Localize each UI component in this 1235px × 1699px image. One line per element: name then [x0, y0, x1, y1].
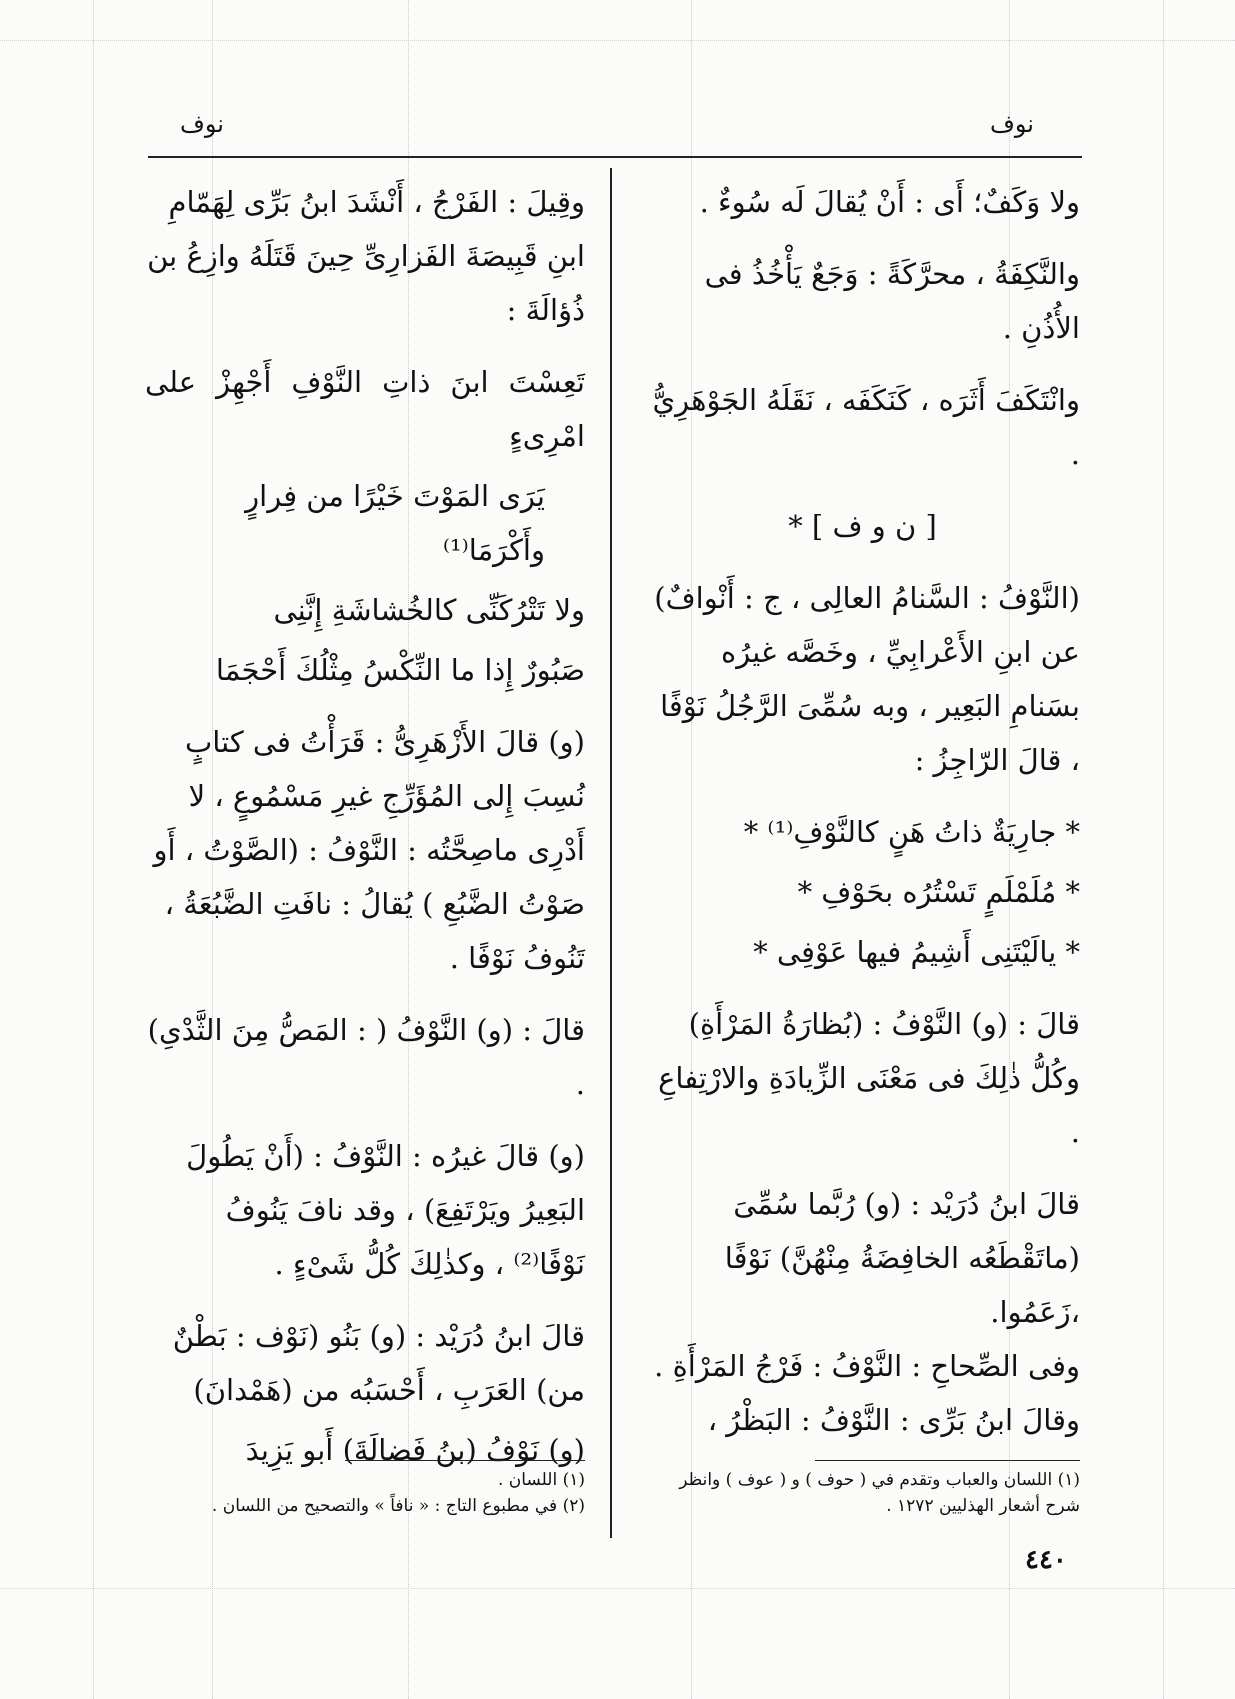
footnote: (١) اللسان والعباب وتقدم في ( حوف ) و ( عوف ) وانظر شرح أشعار الهذليين ١٢٧٢ .	[679, 1470, 1080, 1516]
page-number: ٤٤٠	[1025, 1545, 1067, 1575]
paragraph: وقِيلَ : الفَرْجُ ، أَنْشَدَ ابنُ بَرِّى لِهَمّامِ ابنِ قَبِيصَةَ الفَزارِىِّ حِينَ قَتَلَهُ وازِعُ بن ذُؤالَةَ :	[147, 185, 585, 327]
verse-line: ولا تَتْرُكَنِّى كالخُشاشَةِ إِنَّنِى	[273, 593, 585, 627]
paragraph: وانْتَكَفَ أَثَرَه ، كَنَكَفَه ، نَقَلَهُ الجَوْهَرِيُّ .	[652, 383, 1080, 471]
paragraph: والنَّكِفَةُ ، محرَّكَةً : وَجَعٌ يَأْخُذُ فى الأُذُنِ .	[704, 257, 1080, 345]
verse-line: * مُلَمْلَمٍ تَسْتُرُه بحَوْفِ *	[797, 875, 1080, 909]
footnote-rule-right	[815, 1460, 1080, 1461]
footnotes-left	[145, 1467, 585, 1519]
header-rule	[148, 156, 1082, 158]
paragraph: وقالَ ابنُ بَرِّى : النَّوْفُ : البَظْرُ ،	[707, 1403, 1080, 1437]
scan-guide	[0, 40, 1235, 41]
paragraph: قالَ ابنُ دُرَيْد : (و) بَنُو (نَوْف : بَطْنٌ من) العَرَبِ ، أَحْسَبُه من (هَمْدانَ)	[172, 1319, 585, 1407]
footnote-rule-left	[345, 1460, 585, 1461]
verse-line: يَرَى المَوْتَ خَيْرًا من فِرارٍ وأَكْرَمَا⁽¹⁾	[245, 479, 545, 567]
scan-guide	[93, 0, 94, 1699]
paragraph: (و) نَوْفُ (بنُ فَضالَةَ) أَبو يَزِيدَ	[245, 1433, 585, 1467]
paragraph: (و) قالَ الأَزْهَرِىُّ : قَرَأْتُ فى كتابٍ نُسِبَ إِلى المُؤَرِّجِ غيرِ مَسْمُوعٍ ، لا أَدْرِى ماصِحَّتُه : النَّوْفُ : (الصَّوْتُ ، أَو صَوْتُ الضَّبُعِ ) يُقالُ : نافَتِ الضَّبُعَةُ ، تَنُوفُ نَوْفًا .	[153, 725, 585, 975]
scan-guide	[1163, 0, 1164, 1699]
paragraph: قالَ : (و) النَّوْفُ : (بُظارَةُ المَرْأَةِ) وكُلُّ ذٰلِكَ فى مَعْنَى الزِّيادَةِ والارْتِفاعِ .	[658, 1007, 1080, 1149]
paragraph: وفى الصِّحاحِ : النَّوْفُ : فَرْجُ المَرْأَةِ .	[654, 1349, 1080, 1383]
paragraph: ولا وَكَفٌ؛ أَى : أَنْ يُقالَ لَه سُوءٌ .	[699, 185, 1080, 219]
paragraph: (و) قالَ غيرُه : النَّوْفُ : (أَنْ يَطُولَ البَعِيرُ ويَرْتَفِعَ) ، وقد نافَ يَنُوفُ نَوْفًا⁽²⁾ ، وكذٰلِكَ كُلُّ شَىْءٍ .	[186, 1139, 585, 1281]
left-column	[145, 175, 585, 1477]
verse-line: صَبُورٌ إِذا ما النِّكْسُ مِثْلُكَ أَحْجَمَا	[215, 653, 585, 687]
paragraph: قالَ : (و) النَّوْفُ ( : المَصُّ مِنَ الثَّدْىِ) .	[147, 1013, 585, 1101]
column-divider	[610, 168, 612, 1538]
paragraph: (النَّوْفُ : السَّنامُ العالِى ، ج : أَنْوافٌ) عن ابنِ الأَعْرابِيِّ ، وخَصَّه غيرُه بسَنامِ البَعِير ، وبه سُمِّىَ الرَّجُلُ نَوْفًا ، قالَ الرّاجِزُ :	[654, 581, 1080, 777]
verse-line: * جارِيَةٌ ذاتُ هَنٍ كالنَّوْفِ⁽¹⁾ *	[743, 815, 1080, 849]
scan-guide	[0, 1588, 1235, 1589]
footnote: (٢) في مطبوع التاج : « نافاً » والتصحيح من اللسان .	[211, 1496, 585, 1516]
paragraph: قالَ ابنُ دُرَيْد : (و) رُبَّما سُمِّىَ (ماتَقْطَعُه الخافِضَةُ مِنْهُنَّ) نَوْفًا ،زَعَمُوا.	[724, 1187, 1080, 1329]
verse-line: تَعِسْتَ ابنَ ذاتِ النَّوْفِ أَجْهِزْ على امْرِىءٍ	[145, 365, 585, 453]
right-column	[645, 175, 1080, 1447]
entry-heading: [ ن و ف ] *	[788, 509, 937, 543]
verse-line: * يالَيْتَنِى أَشِيمُ فيها عَوْفِى *	[753, 935, 1080, 969]
running-head-left: نوف	[180, 110, 224, 138]
footnotes-right	[640, 1467, 1080, 1519]
running-head-right: نوف	[990, 110, 1034, 138]
footnote: (١) اللسان .	[498, 1470, 585, 1490]
